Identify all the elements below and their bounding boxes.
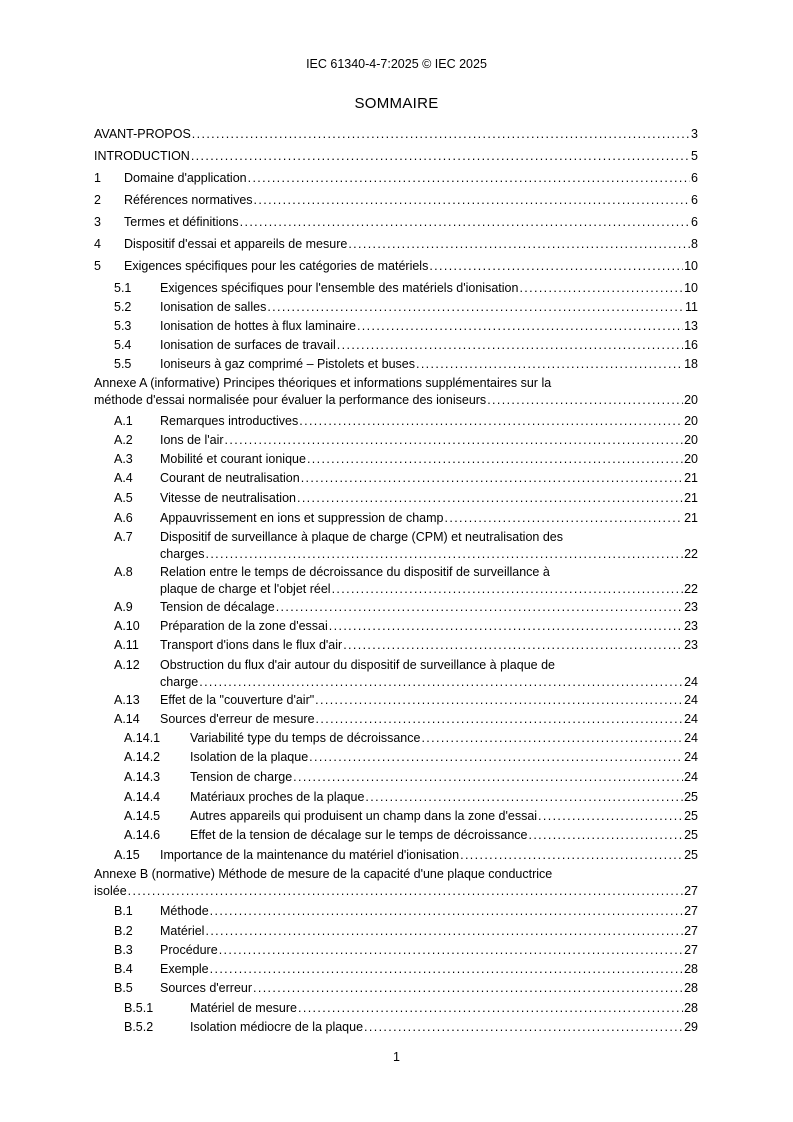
leader-dots [315, 692, 683, 709]
toc-number: A.4 [114, 471, 133, 485]
toc-entry-a-14-4[interactable] [94, 789, 698, 806]
leader-dots [219, 942, 683, 959]
toc-entry-text: charge [160, 675, 199, 689]
toc-entry-text: Mobilité et courant ionique [160, 452, 306, 466]
leader-dots [332, 581, 684, 598]
toc-page-number: 16 [684, 338, 698, 352]
toc-number: A.14.3 [124, 770, 161, 784]
toc-page-number: 28 [684, 1001, 698, 1015]
toc-number: A.10 [114, 619, 140, 633]
toc-entry-text: Ions de l'air [160, 433, 224, 447]
toc-entry-text: Exigences spécifiques pour l'ensemble des matériels d'ionisation [160, 281, 519, 295]
toc-entry-3[interactable] [94, 214, 698, 231]
toc-entry-5[interactable] [94, 258, 698, 275]
toc-page-number: 10 [684, 281, 698, 295]
toc-page-number: 24 [684, 750, 698, 764]
leader-dots [299, 413, 683, 430]
toc-entry-2[interactable] [94, 192, 698, 209]
toc-entry-text: AVANT-PROPOS [94, 127, 191, 141]
toc-page-number: 27 [684, 884, 698, 898]
toc-entry-text: Méthode [160, 904, 209, 918]
toc-entry-a-14[interactable] [94, 711, 698, 728]
toc-number: A.14 [114, 712, 140, 726]
toc-entry-avant-propos[interactable] [94, 126, 698, 143]
toc-entry-a-8[interactable] [94, 564, 698, 598]
leader-dots [343, 637, 683, 654]
toc-entry-b-5-2[interactable] [94, 1019, 698, 1036]
toc-entry-text: plaque de charge et l'objet réel [160, 582, 331, 596]
toc-number: A.12 [114, 658, 140, 672]
toc-number: 5.3 [114, 319, 132, 333]
toc-page-number: 13 [684, 319, 698, 333]
toc-entry-b-4[interactable] [94, 961, 698, 978]
toc-entry-text: Domaine d'application [124, 171, 247, 185]
toc-number: 5.5 [114, 357, 132, 371]
leader-dots [519, 280, 683, 297]
toc-page-number: 24 [684, 675, 698, 689]
leader-dots [329, 618, 683, 635]
toc-entry-a-15[interactable] [94, 847, 698, 864]
leader-dots [316, 711, 684, 728]
toc-entry-text: Obstruction du flux d'air autour du dispositif de surveillance à plaque de [160, 658, 555, 672]
toc-entry-text: Dispositif d'essai et appareils de mesure [124, 237, 348, 251]
toc-number: A.7 [114, 530, 133, 544]
toc-number: A.14.2 [124, 750, 161, 764]
toc-entry-text: charges [160, 547, 205, 561]
toc-entry-text: Importance de la maintenance du matériel d'ionisation [160, 848, 460, 862]
toc-entry-text: Relation entre le temps de décroissance du dispositif de surveillance à [160, 565, 550, 579]
leader-dots [528, 827, 683, 844]
toc-entry-text: Ioniseurs à gaz comprimé – Pistolets et buses [160, 357, 415, 371]
toc-page-number: 6 [691, 215, 698, 229]
toc-page-number: 24 [684, 712, 698, 726]
toc-page-number: 22 [684, 547, 698, 561]
toc-page-number: 25 [684, 828, 698, 842]
toc-entry-b-5-1[interactable] [94, 1000, 698, 1017]
toc-entry-a-5[interactable] [94, 490, 698, 507]
toc-entry-text: Isolation médiocre de la plaque [190, 1020, 364, 1034]
toc-number: A.15 [114, 848, 140, 862]
toc-entry-text: Courant de neutralisation [160, 471, 300, 485]
leader-dots [210, 903, 683, 920]
leader-dots [276, 599, 683, 616]
toc-page-number: 24 [684, 731, 698, 745]
toc-page-number: 22 [684, 582, 698, 596]
leader-dots [205, 923, 683, 940]
toc-number: A.5 [114, 491, 133, 505]
toc-entry-a-14-1[interactable] [94, 730, 698, 747]
toc-entry-a-10[interactable] [94, 618, 698, 635]
toc-page-number: 20 [684, 393, 698, 407]
toc-number: A.8 [114, 565, 133, 579]
page-title: SOMMAIRE [354, 95, 439, 112]
toc-entry-text: Exemple [160, 962, 209, 976]
toc-number: A.3 [114, 452, 133, 466]
leader-dots [253, 980, 683, 997]
toc-number: 5 [94, 259, 101, 273]
toc-entry-b-2[interactable] [94, 923, 698, 940]
leader-dots [297, 490, 683, 507]
toc-page-number: 5 [691, 149, 698, 163]
toc-entry-text: isolée [94, 884, 127, 898]
leader-dots [293, 769, 683, 786]
toc-entry-a-9[interactable] [94, 599, 698, 616]
toc-number: A.6 [114, 511, 133, 525]
toc-entry-a-3[interactable] [94, 451, 698, 468]
toc-entry-text: INTRODUCTION [94, 149, 190, 163]
toc-entry-text: Matériaux proches de la plaque [190, 790, 365, 804]
toc-number: 1 [94, 171, 101, 185]
toc-number: B.3 [114, 943, 133, 957]
toc-entry-text: Procédure [160, 943, 218, 957]
toc-entry-1[interactable] [94, 170, 698, 187]
leader-dots [421, 730, 683, 747]
toc-page-number: 23 [684, 600, 698, 614]
toc-entry-text: Effet de la tension de décalage sur le temps de décroissance [190, 828, 528, 842]
page-number-footer: 1 [393, 1050, 400, 1064]
toc-entry-text: Sources d'erreur [160, 981, 253, 995]
leader-dots [357, 318, 683, 335]
toc-number: 2 [94, 193, 101, 207]
toc-entry-text: Références normatives [124, 193, 253, 207]
toc-number: A.14.6 [124, 828, 161, 842]
toc-page-number: 8 [691, 237, 698, 251]
leader-dots [301, 470, 683, 487]
toc-entry-text: Autres appareils qui produisent un champ dans la zone d'essai [190, 809, 538, 823]
toc-entry-text: Isolation de la plaque [190, 750, 309, 764]
toc-entry-text: Tension de charge [190, 770, 293, 784]
leader-dots [205, 546, 683, 563]
toc-entry-text: Annexe A (informative) Principes théoriques et informations supplémentaires sur la [94, 376, 552, 390]
leader-dots [192, 126, 690, 143]
leader-dots [538, 808, 683, 825]
leader-dots [199, 674, 683, 691]
toc-number: A.2 [114, 433, 133, 447]
toc-page-number: 25 [684, 790, 698, 804]
toc-entry-text: Ionisation de salles [160, 300, 267, 314]
toc-number: B.5.2 [124, 1020, 154, 1034]
toc-entry-a-6[interactable] [94, 510, 698, 527]
toc-entry-text: Ionisation de surfaces de travail [160, 338, 336, 352]
toc-page-number: 11 [685, 300, 698, 314]
leader-dots [460, 847, 683, 864]
toc-page-number: 28 [684, 962, 698, 976]
toc-number: A.14.1 [124, 731, 161, 745]
toc-page-number: 21 [684, 471, 698, 485]
toc-entry-text: Exigences spécifiques pour les catégories de matériels [124, 259, 429, 273]
toc-entry-4[interactable] [94, 236, 698, 253]
toc-entry-text: Vitesse de neutralisation [160, 491, 296, 505]
toc-entry-5-4[interactable] [94, 337, 698, 354]
toc-page-number: 18 [684, 357, 698, 371]
toc-entry-text: Sources d'erreur de mesure [160, 712, 315, 726]
toc-entry-b-3[interactable] [94, 942, 698, 959]
toc-number: A.9 [114, 600, 133, 614]
leader-dots [267, 299, 684, 316]
toc-number: 3 [94, 215, 101, 229]
toc-page-number: 20 [684, 414, 698, 428]
toc-number: B.4 [114, 962, 133, 976]
toc-entry-a-14-5[interactable] [94, 808, 698, 825]
toc-number: B.5 [114, 981, 133, 995]
toc-page-number: 27 [684, 924, 698, 938]
toc-page-number: 23 [684, 619, 698, 633]
toc-page-number: 24 [684, 693, 698, 707]
toc-entry-a-2[interactable] [94, 432, 698, 449]
toc-entry-5-1[interactable] [94, 280, 698, 297]
toc-number: 5.1 [114, 281, 132, 295]
leader-dots [248, 170, 690, 187]
leader-dots [348, 236, 690, 253]
toc-number: B.2 [114, 924, 133, 938]
leader-dots [445, 510, 684, 527]
toc-entry-a-11[interactable] [94, 637, 698, 654]
leader-dots [128, 883, 683, 900]
leader-dots [307, 451, 683, 468]
toc-page-number: 20 [684, 452, 698, 466]
toc-entry-text: Préparation de la zone d'essai [160, 619, 328, 633]
document-header: IEC 61340-4-7:2025 © IEC 2025 [306, 57, 487, 71]
leader-dots [225, 432, 684, 449]
leader-dots [365, 789, 683, 806]
toc-number: B.1 [114, 904, 133, 918]
toc-number: A.13 [114, 693, 140, 707]
toc-number: 4 [94, 237, 101, 251]
toc-entry-text: Tension de décalage [160, 600, 275, 614]
toc-page-number: 27 [684, 904, 698, 918]
toc-page-number: 27 [684, 943, 698, 957]
toc-number: A.14.5 [124, 809, 161, 823]
toc-page-number: 10 [684, 259, 698, 273]
toc-page-number: 6 [691, 193, 698, 207]
toc-entry-text: Transport d'ions dans le flux d'air [160, 638, 343, 652]
leader-dots [210, 961, 683, 978]
toc-entry-text: Remarques introductives [160, 414, 299, 428]
leader-dots [191, 148, 690, 165]
toc-number: A.1 [114, 414, 133, 428]
toc-entry-5-2[interactable] [94, 299, 698, 316]
toc-entry-text: Dispositif de surveillance à plaque de charge (CPM) et neutralisation des [160, 530, 563, 544]
leader-dots [364, 1019, 683, 1036]
leader-dots [240, 214, 690, 231]
toc-page-number: 20 [684, 433, 698, 447]
toc-entry-a-4[interactable] [94, 470, 698, 487]
leader-dots [487, 392, 683, 409]
toc-entry-a-14-6[interactable] [94, 827, 698, 844]
leader-dots [309, 749, 683, 766]
toc-entry-a-7[interactable] [94, 529, 698, 563]
toc-entry-text: Matériel de mesure [190, 1001, 297, 1015]
toc-entry-a-14-3[interactable] [94, 769, 698, 786]
toc-entry-b-1[interactable] [94, 903, 698, 920]
toc-page-number: 29 [684, 1020, 698, 1034]
toc-entry-a-13[interactable] [94, 692, 698, 709]
toc-page-number: 21 [684, 511, 698, 525]
toc-page-number: 23 [684, 638, 698, 652]
toc-entry-text: Matériel [160, 924, 205, 938]
toc-entry-a-1[interactable] [94, 413, 698, 430]
leader-dots [416, 356, 683, 373]
toc-entry-5-5[interactable] [94, 356, 698, 373]
toc-entry-annex-b[interactable] [94, 866, 698, 900]
toc-entry-a-14-2[interactable] [94, 749, 698, 766]
leader-dots [298, 1000, 683, 1017]
toc-page-number: 3 [691, 127, 698, 141]
toc-number: 5.4 [114, 338, 132, 352]
toc-number: A.14.4 [124, 790, 161, 804]
toc-page-number: 6 [691, 171, 698, 185]
toc-page-number: 21 [684, 491, 698, 505]
toc-entry-text: Appauvrissement en ions et suppression de champ [160, 511, 444, 525]
leader-dots [337, 337, 683, 354]
toc-entry-text: Ionisation de hottes à flux laminaire [160, 319, 356, 333]
toc-entry-annex-a[interactable] [94, 375, 698, 409]
toc-entry-text: Variabilité type du temps de décroissance [190, 731, 421, 745]
toc-entry-b-5[interactable] [94, 980, 698, 997]
toc-entry-text: Effet de la "couverture d'air" [160, 693, 315, 707]
toc-entry-introduction[interactable] [94, 148, 698, 165]
leader-dots [254, 192, 691, 209]
leader-dots [429, 258, 683, 275]
toc-entry-text: méthode d'essai normalisée pour évaluer la performance des ioniseurs [94, 393, 487, 407]
toc-page-number: 25 [684, 848, 698, 862]
toc-entry-text: Annexe B (normative) Méthode de mesure de la capacité d'une plaque conductrice [94, 867, 553, 881]
toc-number: B.5.1 [124, 1001, 154, 1015]
toc-number: A.11 [114, 638, 139, 652]
toc-number: 5.2 [114, 300, 132, 314]
toc-entry-text: Termes et définitions [124, 215, 239, 229]
toc-page-number: 25 [684, 809, 698, 823]
toc-page-number: 24 [684, 770, 698, 784]
toc-page-number: 28 [684, 981, 698, 995]
toc-entry-5-3[interactable] [94, 318, 698, 335]
toc-entry-a-12[interactable] [94, 657, 698, 691]
